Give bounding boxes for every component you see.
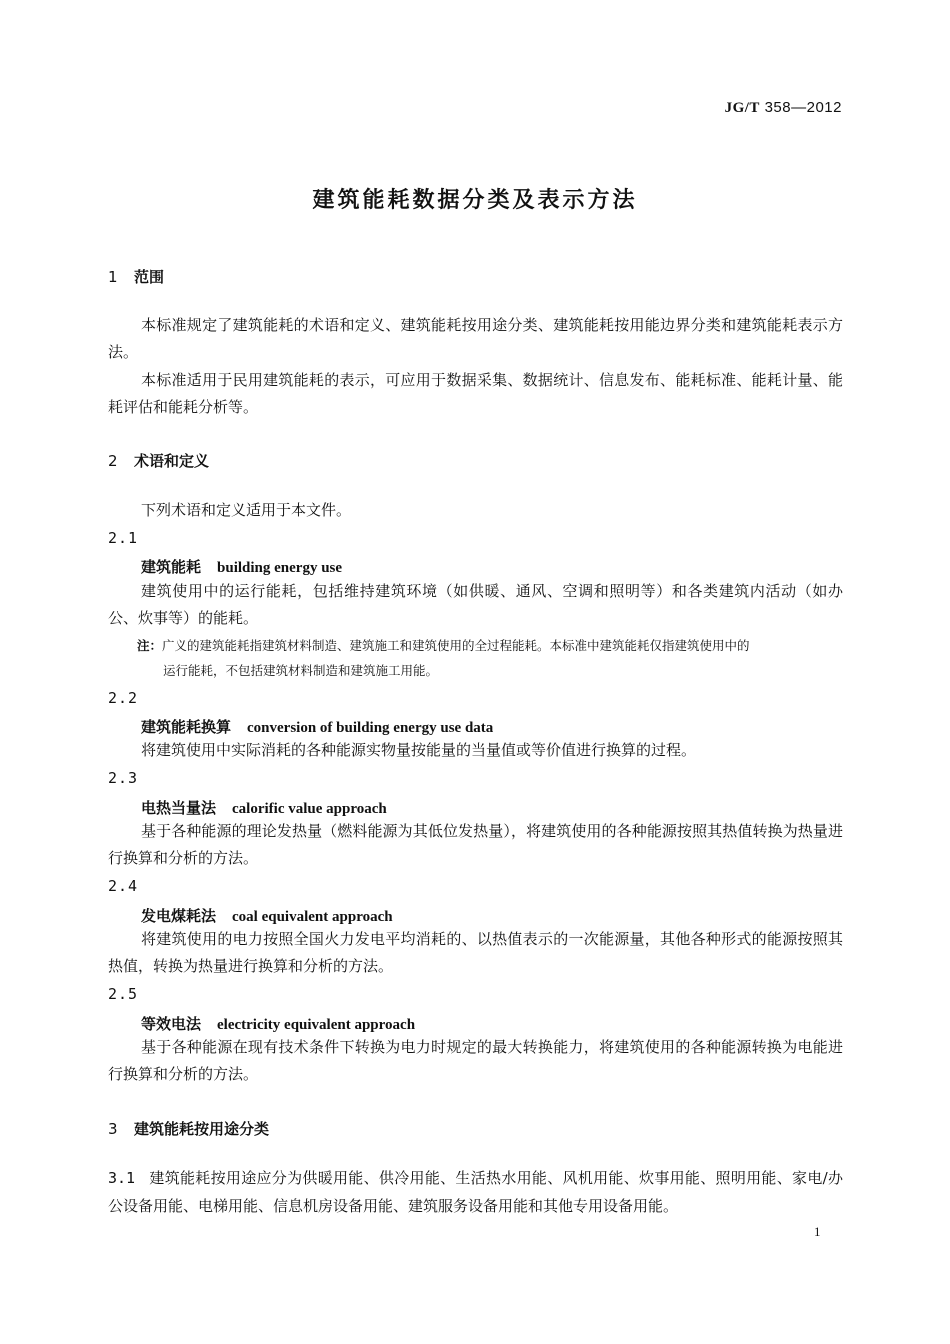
term-definition: 将建筑使用中实际消耗的各种能源实物量按能量的当量值或等价值进行换算的过程。 bbox=[141, 741, 697, 759]
section-1-heading: 1 范围 bbox=[108, 268, 165, 286]
section-2-intro: 下列术语和定义适用于本文件。 bbox=[141, 501, 352, 519]
term-definition: 基于各种能源在现有技术条件下转换为电力时规定的最大转换能力，将建筑使用的各种能源转换为电能进行换算和分析的方法。 bbox=[108, 1038, 843, 1083]
section-3-heading: 3 建筑能耗按用途分类 bbox=[108, 1120, 270, 1138]
section-1-paragraph-2: 本标准适用于民用建筑能耗的表示，可应用于数据采集、数据统计、信息发布、能耗标准、能耗计量、能耗评估和能耗分析等。 bbox=[108, 371, 843, 416]
term-title: 建筑能耗换算 conversion of building energy use data bbox=[141, 718, 494, 736]
document-title: 建筑能耗数据分类及表示方法 bbox=[312, 188, 638, 213]
term-title: 电热当量法 calorific value approach bbox=[141, 799, 387, 817]
clause-number: 2.2 bbox=[108, 689, 139, 707]
page-number: 1 bbox=[814, 1224, 821, 1239]
clause-3-1: 3.1 建筑能耗按用途应分为供暖用能、供冷用能、生活热水用能、风机用能、炊事用能、照明用能、家电/办公设备用能、电梯用能、信息机房设备用能、建筑服务设备用能和其他专用设备用能。 bbox=[108, 1169, 843, 1215]
term-title: 发电煤耗法 coal equivalent approach bbox=[141, 907, 393, 925]
clause-number: 2.5 bbox=[108, 985, 139, 1003]
term-definition: 基于各种能源的理论发热量（燃料能源为其低位发热量），将建筑使用的各种能源按照其热值转换为热量进行换算和分析的方法。 bbox=[108, 822, 843, 867]
term-definition: 建筑使用中的运行能耗，包括维持建筑环境（如供暖、通风、空调和照明等）和各类建筑内活动（如办公、炊事等）的能耗。 bbox=[108, 582, 843, 627]
term-title: 等效电法 electricity equivalent approach bbox=[141, 1015, 416, 1033]
clause-number: 2.4 bbox=[108, 877, 139, 895]
clause-number: 2.3 bbox=[108, 769, 139, 787]
standard-code: JG/T 358—2012 bbox=[724, 99, 842, 116]
section-1-paragraph-1: 本标准规定了建筑能耗的术语和定义、建筑能耗按用途分类、建筑能耗按用能边界分类和建筑能耗表示方法。 bbox=[108, 316, 843, 361]
term-note: 注：广义的建筑能耗指建筑材料制造、建筑施工和建筑使用的全过程能耗。本标准中建筑能耗仅指建筑使用中的 运行能耗，不包括建筑材料制造和建筑施工用能。 bbox=[137, 638, 750, 678]
section-2-heading: 2 术语和定义 bbox=[108, 452, 210, 470]
term-title: 建筑能耗 building energy use bbox=[141, 558, 343, 576]
term-definition: 将建筑使用的电力按照全国火力发电平均消耗的、以热值表示的一次能源量，其他各种形式的能源按照其热值，转换为热量进行换算和分析的方法。 bbox=[108, 930, 843, 975]
clause-number: 2.1 bbox=[108, 529, 139, 547]
